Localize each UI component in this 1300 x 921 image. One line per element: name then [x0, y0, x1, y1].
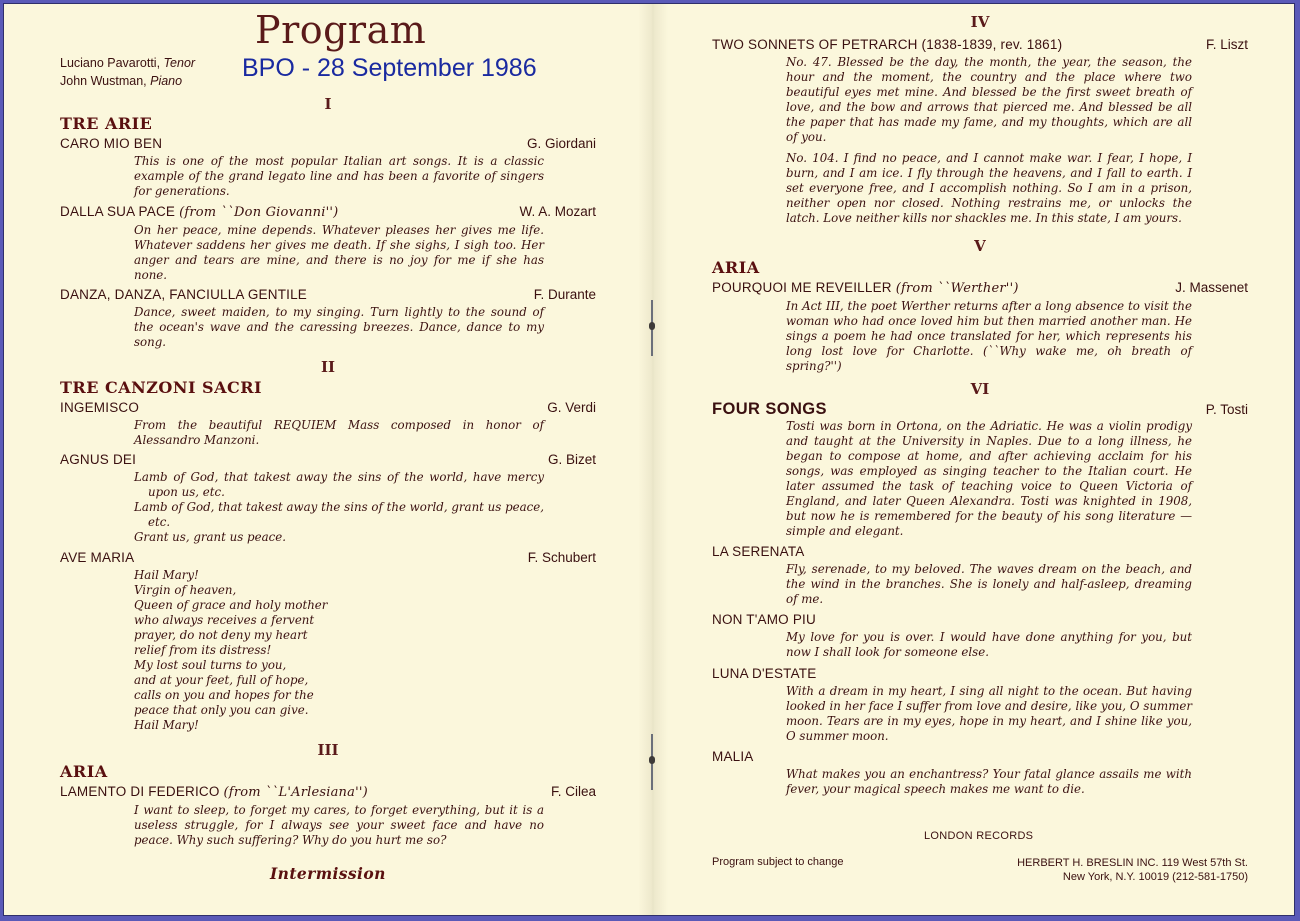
poem-line: Queen of grace and holy mother [134, 598, 328, 612]
composer: G. Verdi [547, 400, 596, 415]
piece-four-songs [712, 400, 1248, 539]
composer: F. Durante [533, 287, 596, 302]
group-four-songs: FOUR SONGS [712, 400, 827, 418]
poem-line: Hail Mary! [134, 718, 199, 732]
composer: G. Giordani [526, 136, 596, 151]
piece-description: I want to sleep, to forget my cares, to forget everything, but it is a useless struggle, for I always see your sweet face and have no peace. Why such suffering? Why do you hurt me so? [134, 803, 544, 847]
composer: W. A. Mozart [519, 204, 596, 219]
piece-lamento-di-federico [60, 784, 596, 848]
piece-description: Dance, sweet maiden, to my singing. Turn lightly to the sound of the ocean's wave and the caressing breezes. Dance, dance to my song. [134, 305, 544, 349]
piece-title: POURQUOI ME REVEILLER (from ``Werther'') [712, 280, 1019, 296]
piece-description: From the beautiful REQUIEM Mass composed in honor of Alessandro Manzoni. [134, 418, 544, 447]
composer: F. Liszt [1205, 37, 1248, 52]
right-page [712, 4, 1248, 915]
piece-title: AVE MARIA [60, 550, 135, 565]
piece-agnus-dei [60, 452, 596, 545]
piece-ave-maria [60, 550, 596, 733]
piece-description: This is one of the most popular Italian art songs. It is a classic example of the grand legato line and has been a favorite of singers for generations. [134, 154, 544, 198]
handwritten-date-note: BPO - 28 September 1986 [242, 54, 537, 82]
composer: G. Bizet [547, 452, 596, 467]
composer: J. Massenet [1175, 280, 1248, 295]
section-numeral-v: V [974, 237, 986, 255]
section-numeral-vi: VI [970, 380, 990, 398]
staple-top [649, 300, 655, 356]
sonnet-47: No. 47. Blessed be the day, the month, the year, the season, the hour and the moment, the country and the place where two beautiful eyes met mine. And blessed be the first sweet breath of love, and the bow and arrows that pierced me. And blessed be all the paper that has made my fame, and my thoughts, which are all of you. [786, 55, 1192, 144]
section-numeral-i: I [324, 95, 332, 113]
piece-title: AGNUS DEI [60, 452, 137, 467]
intermission-label: Intermission [270, 864, 386, 883]
piece-description: With a dream in my heart, I sing all night to the ocean. But having looked in her face I suffer from love and desire, like you, O summer moon. Tears are in my eyes, hope in my heart, and I shine like you, O summer moon. [786, 684, 1192, 743]
management-address: HERBERT H. BRESLIN INC. 119 West 57th St. New York, N.Y. 10019 (212-581-1750) [1017, 857, 1248, 883]
poem-line: prayer, do not deny my heart [134, 628, 308, 642]
piece-description: What makes you an enchantress? Your fatal glance assails me with fever, your magical speech makes me want to die. [786, 767, 1192, 796]
piece-title: DANZA, DANZA, FANCIULLA GENTILE [60, 287, 308, 302]
song-non-tamo-piu [712, 612, 1248, 660]
tosti-biography: Tosti was born in Ortona, on the Adriatic. He was a violin prodigy and taught at the University in Naples. Due to a long illness, he began to compose at home, and after achieving acclaim for his songs, was employed as singing teacher to the Italian court. He later assumed the task of teaching voice to Queen Victoria of England, and later Queen Alexandra. Tosti was knighted in 1908, but now he is remembered for the beauty of his song literature — simple and elegant. [786, 419, 1192, 538]
piece-description [786, 55, 1192, 226]
staple-bottom [649, 734, 655, 790]
piece-pourquoi-me-reveiller [712, 280, 1248, 374]
agnus-line: Grant us, grant us peace. [134, 530, 286, 544]
agnus-line: Lamb of God, that takest away the sins of the world, grant us peace, etc. [134, 500, 544, 529]
piece-description: Fly, serenade, to my beloved. The waves dream on the beach, and the wind in the branches. She is lonely and half-asleep, dreaming of me. [786, 562, 1192, 606]
piece-description [134, 470, 544, 545]
piece-title: DALLA SUA PACE (from ``Don Giovanni'') [60, 204, 339, 220]
poem-line: and at your feet, full of hope, [134, 673, 309, 687]
piece-title: LUNA D'ESTATE [712, 666, 817, 681]
agnus-line: Lamb of God, that takest away the sins of the world, have mercy upon us, etc. [134, 470, 544, 499]
song-malia [712, 749, 1248, 797]
piece-title: INGEMISCO [60, 400, 140, 415]
piece-two-sonnets [712, 37, 1248, 232]
piece-title: MALIA [712, 749, 754, 764]
record-label: LONDON RECORDS [924, 830, 1034, 842]
ave-maria-poem [134, 568, 596, 733]
piece-dalla-sua-pace [60, 204, 596, 283]
group-tre-canzoni-sacri: TRE CANZONI SACRI [60, 378, 263, 397]
poem-line: My lost soul turns to you, [134, 658, 287, 672]
piece-description: In Act III, the poet Werther returns after a long absence to visit the woman who had once loved him but then married another man. He sings a poem he had once translated for her, which represents his long lost love for Charlotte. (``Why wake me, oh breath of spring?'') [786, 299, 1192, 373]
section-numeral-iii: III [317, 741, 339, 759]
piece-title: LAMENTO DI FEDERICO (from ``L'Arlesiana'') [60, 784, 368, 800]
program-spread [3, 3, 1295, 916]
performer-tenor: Luciano Pavarotti, Tenor [60, 56, 196, 70]
poem-line: peace that only you can give. [134, 703, 309, 717]
left-page [60, 4, 596, 915]
composer: F. Schubert [527, 550, 596, 565]
piece-title: NON T'AMO PIU [712, 612, 816, 627]
poem-line: who always receives a fervent [134, 613, 315, 627]
section-numeral-iv: IV [970, 13, 990, 31]
piece-title: CARO MIO BEN [60, 136, 163, 151]
group-aria-v: ARIA [712, 258, 760, 277]
sonnet-104: No. 104. I find no peace, and I cannot make war. I fear, I hope, I burn, and I am ice. I fly through the heavens, and I fall to earth. I set everyone free, and I accomplish nothing. So I am in a prison, neither open nor closed. Nothing restrains me, or unlocks the latch. Love neither kills nor shackles me. In this state, I am yours. [786, 151, 1192, 225]
song-luna-destate [712, 666, 1248, 744]
piece-title: LA SERENATA [712, 544, 805, 559]
group-tre-arie: TRE ARIE [60, 114, 153, 133]
piece-description: My love for you is over. I would have done anything for you, but now I shall look for someone else. [786, 630, 1192, 659]
piece-description: On her peace, mine depends. Whatever pleases her gives me life. Whatever saddens her gives me death. If she sighs, I sigh too. Her anger and tears are mine, and there is no joy for me if she has none. [134, 223, 544, 282]
composer: F. Cilea [550, 784, 596, 799]
poem-line: relief from its distress! [134, 643, 272, 657]
song-la-serenata [712, 544, 1248, 607]
footer-note: Program subject to change [712, 856, 844, 868]
poem-line: Virgin of heaven, [134, 583, 237, 597]
poem-line: Hail Mary! [134, 568, 199, 582]
piece-title: TWO SONNETS OF PETRARCH (1838-1839, rev. 1861) [712, 37, 1063, 52]
group-aria: ARIA [60, 762, 108, 781]
piece-ingemisco [60, 400, 596, 448]
performer-piano: John Wustman, Piano [60, 74, 183, 88]
composer: P. Tosti [1205, 402, 1248, 417]
piece-caro-mio-ben [60, 136, 596, 199]
program-title: Program [255, 8, 427, 52]
piece-danza-danza [60, 287, 596, 350]
section-numeral-ii: II [320, 358, 336, 376]
poem-line: calls on you and hopes for the [134, 688, 314, 702]
performers [60, 54, 195, 90]
